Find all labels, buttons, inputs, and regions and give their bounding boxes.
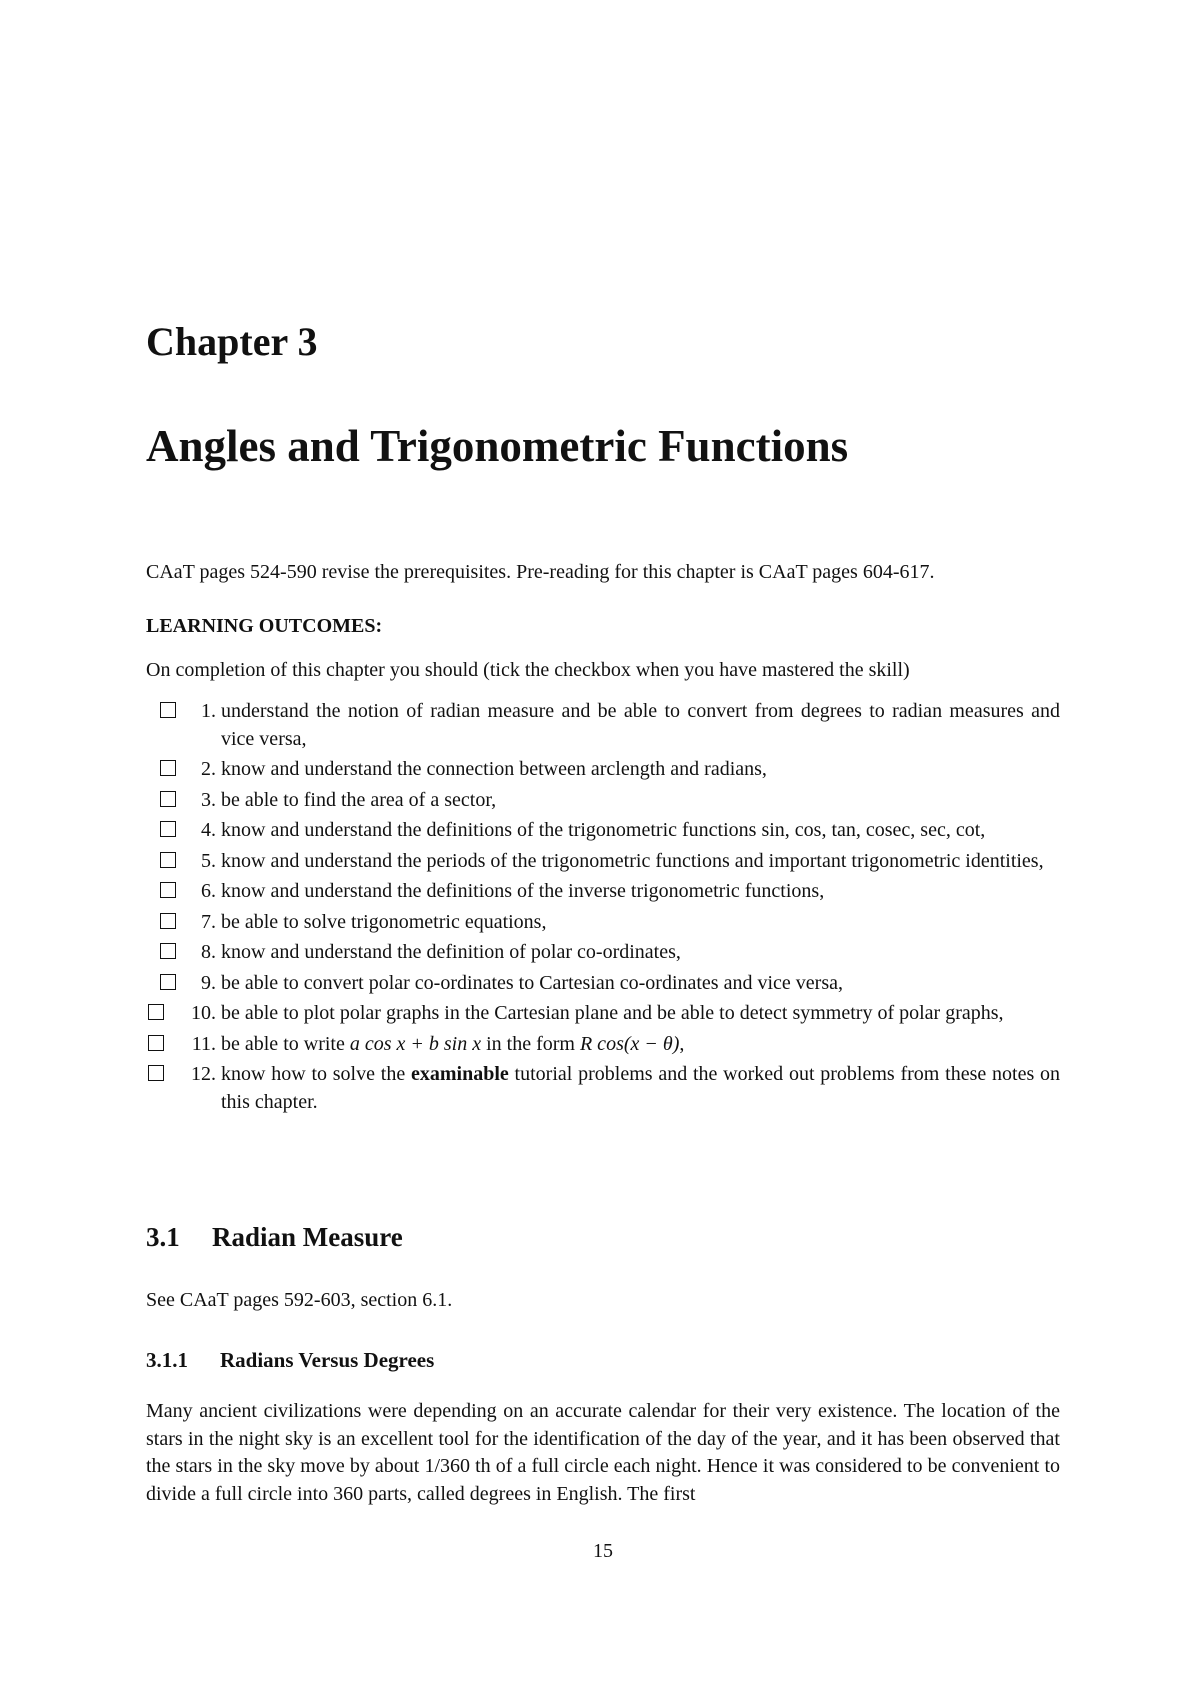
outcome-number: 3.: [201, 788, 216, 811]
learning-outcomes-list: [146, 698, 1060, 1119]
outcome-checkbox[interactable]: [160, 760, 176, 776]
outcome-checkbox[interactable]: [160, 702, 176, 718]
outcome-item: [146, 939, 1060, 967]
chapter-title: Angles and Trigonometric Functions: [146, 421, 849, 471]
outcome-number: 6.: [201, 880, 216, 902]
prerequisites-text: CAaT pages 524-590 revise the prerequisites. Pre-reading for this chapter is CAaT pages 604-617.: [146, 561, 935, 583]
outcome-text-part: be able to write: [221, 1032, 350, 1055]
outcome-number: 7.: [201, 910, 216, 933]
outcome-item: [146, 787, 1060, 815]
outcome-checkbox[interactable]: [160, 913, 176, 929]
outcome-text: know and understand the definitions of the inverse trigonometric functions,: [221, 880, 825, 902]
chapter-label: Chapter 3: [146, 319, 318, 364]
outcome-text-part: tutorial problems and the worked out problems from these notes on this chapter.: [221, 1063, 1061, 1113]
outcome-checkbox[interactable]: [160, 974, 176, 990]
outcome-number: 4.: [201, 819, 216, 841]
outcome-checkbox[interactable]: [160, 882, 176, 898]
outcome-checkbox[interactable]: [148, 1035, 164, 1051]
document-page: [146, 0, 1060, 1696]
outcome-item: [146, 817, 1060, 845]
page-number: 15: [593, 1540, 613, 1562]
outcome-checkbox[interactable]: [148, 1004, 164, 1020]
outcome-text: know and understand the definition of polar co-ordinates,: [221, 941, 681, 963]
subsection-number: 3.1.1: [146, 1348, 188, 1372]
outcome-checkbox[interactable]: [148, 1065, 164, 1081]
outcome-number: 11.: [191, 1032, 216, 1055]
outcome-number: 10.: [191, 1002, 216, 1024]
outcome-text-part: ,: [679, 1032, 685, 1055]
outcome-text-part: know how to solve the: [221, 1063, 411, 1085]
outcome-checkbox[interactable]: [160, 791, 176, 807]
outcome-checkbox[interactable]: [160, 852, 176, 868]
section-title: [146, 1222, 403, 1253]
outcome-text: be able to solve trigonometric equations,: [221, 910, 547, 933]
outcome-text: be able to find the area of a sector,: [221, 788, 497, 811]
section-title-text: Radian Measure: [212, 1222, 403, 1252]
outcome-text-part: in the form: [481, 1032, 580, 1055]
section-see-text: See CAaT pages 592-603, section 6.1.: [146, 1289, 453, 1311]
section-number: 3.1: [146, 1222, 180, 1252]
outcome-item: [146, 1000, 1060, 1028]
outcome-text: understand the notion of radian measure and be able to convert from degrees to radian measures and vice versa,: [221, 700, 1060, 750]
subsection-title-text: Radians Versus Degrees: [220, 1348, 435, 1372]
outcome-bold-word: examinable: [411, 1063, 509, 1085]
outcome-number: 8.: [201, 941, 216, 963]
outcome-text: be able to plot polar graphs in the Cartesian plane and be able to detect symmetry of polar graphs,: [221, 1002, 1004, 1024]
outcome-text: [221, 1063, 1060, 1113]
outcome-item: [146, 909, 1060, 937]
outcome-item: [146, 970, 1060, 998]
outcome-item: [146, 756, 1060, 784]
formula-acosx-bsinx: a cos x + b sin x: [349, 1032, 482, 1055]
formula-rcos: R cos(x − θ): [579, 1032, 680, 1055]
outcome-number: 9.: [201, 971, 216, 994]
outcome-checkbox[interactable]: [160, 821, 176, 837]
learning-outcomes-intro: On completion of this chapter you should (tick the checkbox when you have mastered the skill): [146, 659, 910, 681]
outcome-text: know and understand the connection between arclength and radians,: [221, 758, 767, 780]
outcome-item: [146, 1061, 1060, 1116]
outcome-text: be able to convert polar co-ordinates to Cartesian co-ordinates and vice versa,: [221, 971, 843, 994]
outcome-item: [146, 848, 1060, 876]
outcome-number: 1.: [201, 700, 216, 722]
outcome-text: know and understand the definitions of the trigonometric functions sin, cos, tan, cosec, sec, cot,: [221, 819, 986, 841]
outcome-number: 12.: [191, 1063, 216, 1085]
outcome-number: 2.: [201, 758, 216, 780]
outcome-text: know and understand the periods of the trigonometric functions and important trigonometric identities,: [221, 849, 1044, 872]
outcome-number: 5.: [201, 849, 216, 872]
body-paragraph: Many ancient civilizations were depending on an accurate calendar for their very existence. The location of the stars in the night sky is an excellent tool for the identification of the day of the year, and it has been observed that the stars in the sky move by about 1/360 th of a full circle each night. Hence it was considered to be convenient to divide a full circle into 360 parts, called degrees in English. The first: [146, 1400, 1060, 1506]
outcome-checkbox[interactable]: [160, 943, 176, 959]
outcome-text: [221, 1033, 684, 1055]
learning-outcomes-heading: LEARNING OUTCOMES:: [146, 615, 383, 637]
subsection-title: [146, 1348, 434, 1373]
outcome-item: [146, 1031, 1060, 1059]
outcome-item: [146, 878, 1060, 906]
outcome-item: [146, 698, 1060, 753]
